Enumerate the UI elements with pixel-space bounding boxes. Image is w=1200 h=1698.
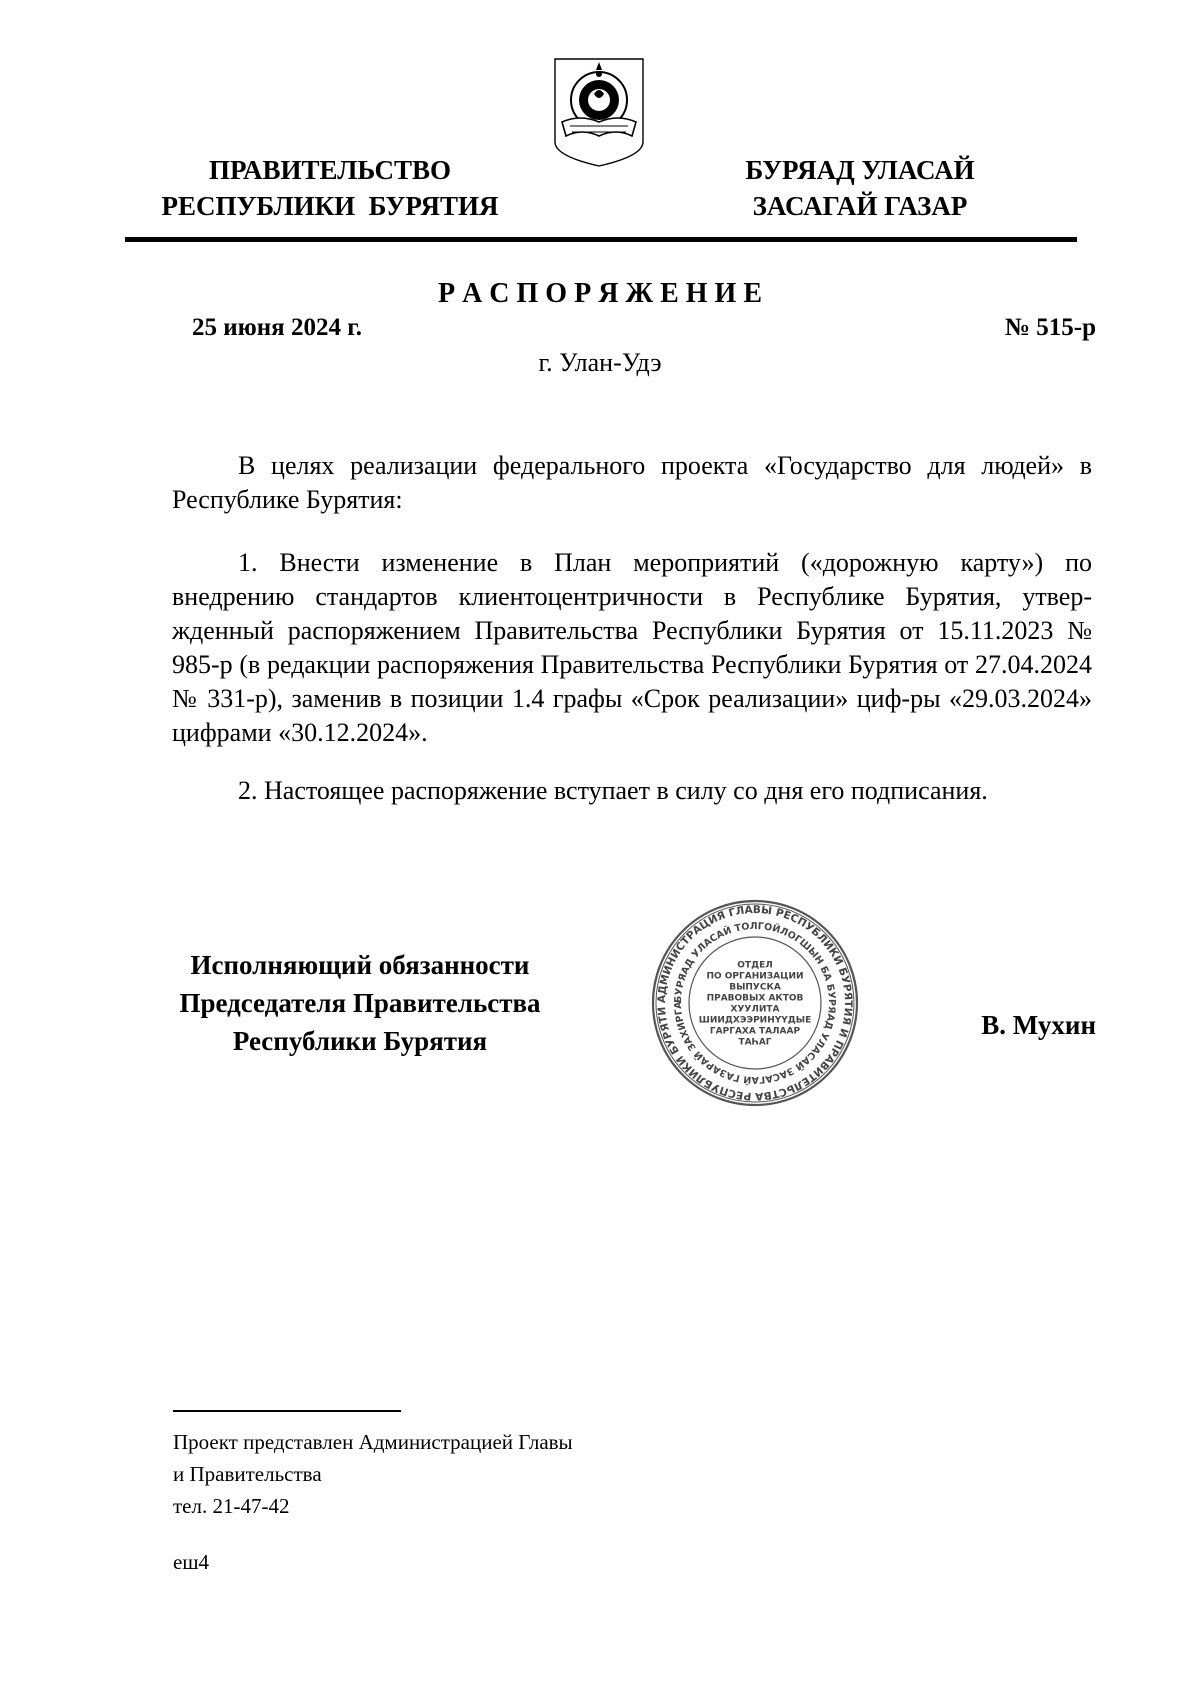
header-rule [125, 237, 1077, 242]
header-left-line1: ПРАВИТЕЛЬСТВО [208, 155, 452, 185]
order-number: № 515-р [1004, 314, 1096, 341]
footer-rule [173, 1410, 401, 1412]
stamp-center-line: ОТДЕЛ [737, 960, 773, 971]
signature-name: В. Мухин [981, 1010, 1096, 1040]
stamp-center-line: ГАРГАХА ТАЛААР [709, 1026, 801, 1037]
stamp-center-line: ВЫПУСКА [729, 982, 781, 993]
order-date: 25 июня 2024 г. [192, 314, 362, 341]
official-stamp [650, 898, 860, 1108]
footer-line2: и Правительства [173, 1462, 322, 1486]
stamp-center-line: ТАҺАГ [738, 1037, 772, 1048]
header-right [680, 152, 1040, 224]
header-right-line2: ЗАСАГАЙ ГАЗАР [752, 191, 968, 221]
header-left-line2: РЕСПУБЛИКИ БУРЯТИЯ [161, 191, 499, 221]
header-left [150, 152, 510, 224]
stamp-center-line: ПО ОРГАНИЗАЦИИ [706, 971, 804, 982]
footer-line1: Проект представлен Администрацией Главы [173, 1430, 573, 1454]
signature-position-line1: Исполняющий обязанности [190, 950, 530, 980]
signature-position-line2: Председателя Правительства [179, 988, 541, 1018]
coat-of-arms-icon [552, 56, 646, 168]
signature-position-line3: Республики Бурятия [232, 1026, 488, 1056]
stamp-outer-ring-text: АДМИНИСТРАЦИЯ ГЛАВЫ РЕСПУБЛИКИ БУРЯТИЯ И ПРАВИТЕЛЬСТВА РЕСПУБЛИКИ БУРЯТИ [655, 903, 855, 1103]
header-right-line1: БУРЯАД УЛАСАЙ [745, 155, 975, 185]
stamp-center-line: ШИИДХЭЭРИНҮҮДЫЕ [698, 1015, 812, 1026]
body-item2: 2. Настоящее распоряжение вступает в силу со дня его подписания. [238, 776, 988, 805]
body-item1: 1. Внести изменение в План мероприятий («дорожную карту») по внедрению стандартов клиентоцентричности в Республике Бурятия, утвер-жденный распоряжением Правительства Республики Бурятия от 15.11.2023 № 985-р (в редакции распоряжения Правительства Республики Бурятия от 27.04.2024 № 331-р), заменив в позиции 1.4 графы «Срок реализации» циф-ры «29.03.2024» цифрами «30.12.2024». [172, 548, 1092, 747]
stamp-center-line: ХУУЛИТА [730, 1004, 780, 1015]
footer-code: еш4 [173, 1550, 209, 1574]
order-city: г. Улан-Удэ [538, 348, 662, 377]
signature-position [150, 946, 570, 1060]
order-title: Р А С П О Р Я Ж Е Н И Е [437, 278, 763, 309]
footer-block [173, 1426, 573, 1522]
footer-line3: тел. 21-47-42 [173, 1494, 290, 1518]
stamp-center-line: ПРАВОВЫХ АКТОВ [706, 993, 804, 1004]
body-intro: В целях реализации федерального проекта «Государство для людей» в Республике Бурятия: [172, 451, 1092, 514]
stamp-inner-ring-text: БУРЯАД УЛАСАЙ ТОЛГОЙЛОГШЫН БА БУРЯАД УЛАСАЙ ЗАСАГАЙ ГАЗАРАЙ ЗАХИРГА [672, 920, 838, 1086]
